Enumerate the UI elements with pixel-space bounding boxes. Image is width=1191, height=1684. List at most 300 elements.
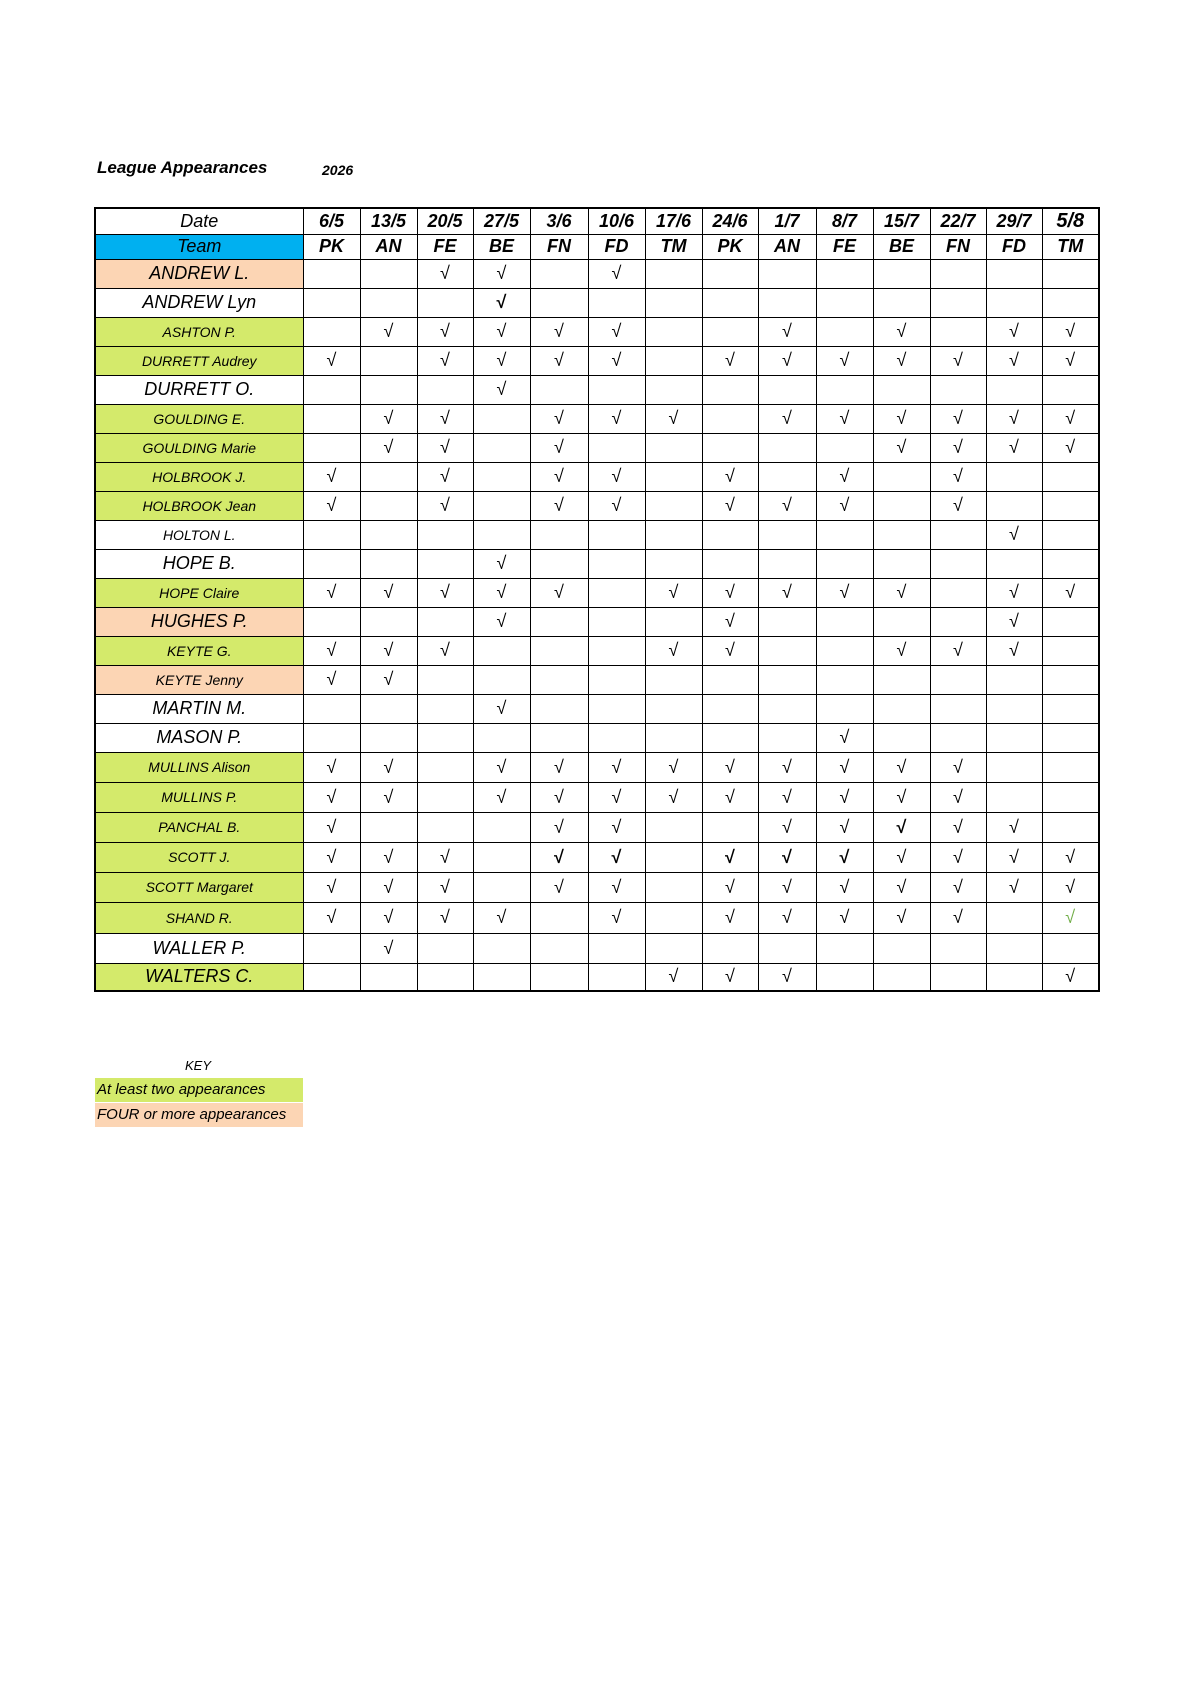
appearance-cell: √ (702, 462, 758, 491)
appearance-cell: √ (588, 462, 645, 491)
appearance-cell: √ (360, 752, 417, 782)
appearance-cell (930, 694, 986, 723)
appearance-cell (645, 317, 702, 346)
appearance-cell: √ (303, 752, 360, 782)
date-cell: 8/7 (816, 208, 873, 234)
appearance-cell (417, 520, 473, 549)
appearance-cell (417, 723, 473, 752)
appearance-cell (986, 694, 1042, 723)
appearance-cell (930, 317, 986, 346)
appearance-cell: √ (417, 636, 473, 665)
appearance-cell: √ (873, 812, 930, 842)
appearance-cell: √ (873, 842, 930, 872)
appearance-cell (645, 520, 702, 549)
appearance-cell (816, 288, 873, 317)
appearance-cell (360, 259, 417, 288)
appearance-cell (530, 902, 588, 933)
date-cell: 20/5 (417, 208, 473, 234)
appearance-cell: √ (758, 902, 816, 933)
appearance-cell: √ (816, 902, 873, 933)
appearance-cell (530, 375, 588, 404)
appearance-cell: √ (530, 346, 588, 375)
appearance-cell (360, 375, 417, 404)
appearance-cell (758, 520, 816, 549)
appearance-cell: √ (873, 346, 930, 375)
team-cell: BE (873, 234, 930, 259)
appearance-cell: √ (816, 842, 873, 872)
player-row (95, 723, 1099, 752)
appearance-cell (303, 288, 360, 317)
appearance-cell (645, 812, 702, 842)
appearance-cell: √ (588, 842, 645, 872)
appearance-cell (986, 782, 1042, 812)
appearance-cell (1042, 520, 1099, 549)
appearance-cell (530, 694, 588, 723)
appearance-cell: √ (417, 346, 473, 375)
appearance-cell (360, 607, 417, 636)
appearance-cell: √ (816, 812, 873, 842)
player-row (95, 520, 1099, 549)
appearance-cell (702, 404, 758, 433)
appearance-cell: √ (530, 462, 588, 491)
appearance-cell (986, 549, 1042, 578)
appearance-cell: √ (930, 752, 986, 782)
appearance-cell: √ (816, 782, 873, 812)
team-cell: AN (360, 234, 417, 259)
appearance-cell: √ (360, 842, 417, 872)
player-name: GOULDING Marie (95, 433, 303, 462)
player-name: HOLBROOK J. (95, 462, 303, 491)
appearance-cell (530, 520, 588, 549)
player-name: DURRETT O. (95, 375, 303, 404)
appearance-cell: √ (303, 902, 360, 933)
appearance-cell (1042, 812, 1099, 842)
appearance-cell: √ (702, 782, 758, 812)
team-cell: PK (702, 234, 758, 259)
appearance-cell: √ (473, 375, 530, 404)
appearance-cell (417, 665, 473, 694)
date-cell: 5/8 (1042, 208, 1099, 234)
player-row (95, 404, 1099, 433)
appearance-cell (417, 963, 473, 991)
appearance-cell: √ (588, 346, 645, 375)
appearance-cell (588, 433, 645, 462)
appearance-cell: √ (473, 607, 530, 636)
appearance-cell: √ (360, 872, 417, 902)
appearance-cell: √ (816, 346, 873, 375)
appearance-cell: √ (702, 872, 758, 902)
appearance-cell (303, 520, 360, 549)
appearance-cell (588, 963, 645, 991)
appearance-cell: √ (873, 782, 930, 812)
appearance-cell (360, 694, 417, 723)
appearance-cell: √ (986, 404, 1042, 433)
appearance-cell (1042, 636, 1099, 665)
player-row (95, 782, 1099, 812)
appearance-cell: √ (473, 902, 530, 933)
player-name: KEYTE G. (95, 636, 303, 665)
appearance-cell (473, 842, 530, 872)
appearance-cell (758, 694, 816, 723)
appearance-cell (1042, 259, 1099, 288)
player-name: GOULDING E. (95, 404, 303, 433)
appearance-cell: √ (473, 578, 530, 607)
appearance-cell: √ (816, 578, 873, 607)
appearance-cell (816, 963, 873, 991)
appearance-cell: √ (873, 578, 930, 607)
page-title: League Appearances (97, 158, 268, 177)
appearance-cell (588, 694, 645, 723)
appearance-cell (702, 723, 758, 752)
appearance-cell: √ (873, 433, 930, 462)
appearance-cell (645, 462, 702, 491)
appearance-cell (1042, 665, 1099, 694)
appearance-cell (816, 636, 873, 665)
appearance-cell: √ (588, 259, 645, 288)
appearance-cell: √ (873, 317, 930, 346)
appearance-cell (930, 520, 986, 549)
appearance-cell: √ (417, 842, 473, 872)
appearance-cell (473, 723, 530, 752)
appearance-cell: √ (758, 812, 816, 842)
team-cell: BE (473, 234, 530, 259)
appearance-cell: √ (1042, 578, 1099, 607)
appearance-cell (873, 462, 930, 491)
team-cell: FN (930, 234, 986, 259)
player-name: ANDREW L. (95, 259, 303, 288)
appearance-cell (758, 933, 816, 963)
appearance-cell (873, 607, 930, 636)
player-row (95, 842, 1099, 872)
appearance-cell: √ (758, 752, 816, 782)
appearance-cell (473, 520, 530, 549)
appearance-cell: √ (816, 723, 873, 752)
appearance-cell: √ (758, 491, 816, 520)
appearance-cell (303, 723, 360, 752)
appearance-cell (1042, 752, 1099, 782)
player-name: HUGHES P. (95, 607, 303, 636)
appearance-cell (930, 933, 986, 963)
date-cell: 10/6 (588, 208, 645, 234)
player-name: HOLBROOK Jean (95, 491, 303, 520)
appearance-cell (645, 933, 702, 963)
appearance-cell: √ (588, 812, 645, 842)
appearance-cell: √ (1042, 404, 1099, 433)
appearance-cell: √ (530, 578, 588, 607)
appearance-cell: √ (417, 404, 473, 433)
appearance-cell (758, 288, 816, 317)
appearance-cell: √ (417, 317, 473, 346)
appearance-cell: √ (986, 812, 1042, 842)
appearance-cell (360, 723, 417, 752)
appearance-cell: √ (360, 665, 417, 694)
appearance-cell (417, 288, 473, 317)
appearance-cell: √ (360, 902, 417, 933)
appearance-cell (1042, 462, 1099, 491)
appearance-cell: √ (702, 346, 758, 375)
appearance-cell (473, 462, 530, 491)
appearance-cell (303, 694, 360, 723)
appearance-cell (417, 694, 473, 723)
appearance-cell (986, 933, 1042, 963)
appearance-cell (303, 375, 360, 404)
appearance-cell: √ (702, 578, 758, 607)
appearance-cell (930, 259, 986, 288)
appearance-cell (360, 288, 417, 317)
appearance-cell (588, 933, 645, 963)
appearance-cell (930, 375, 986, 404)
appearance-cell: √ (1042, 317, 1099, 346)
appearance-cell: √ (758, 842, 816, 872)
appearance-cell (645, 842, 702, 872)
appearance-cell: √ (816, 752, 873, 782)
appearance-cell (1042, 782, 1099, 812)
appearance-cell: √ (758, 782, 816, 812)
appearance-cell (473, 433, 530, 462)
appearance-cell: √ (588, 782, 645, 812)
key-green-swatch: At least two appearances (95, 1078, 303, 1102)
appearance-cell (986, 963, 1042, 991)
appearance-cell (360, 462, 417, 491)
appearance-cell: √ (360, 404, 417, 433)
appearance-cell: √ (986, 636, 1042, 665)
appearance-cell (530, 723, 588, 752)
player-row (95, 259, 1099, 288)
player-name: SHAND R. (95, 902, 303, 933)
player-row (95, 346, 1099, 375)
player-name: SCOTT J. (95, 842, 303, 872)
appearance-cell (873, 549, 930, 578)
appearance-cell: √ (530, 842, 588, 872)
appearance-cell: √ (530, 317, 588, 346)
appearance-cell (702, 317, 758, 346)
appearance-cell (1042, 288, 1099, 317)
appearance-cell (303, 549, 360, 578)
date-cell: 24/6 (702, 208, 758, 234)
player-name: MARTIN M. (95, 694, 303, 723)
appearance-cell: √ (1042, 902, 1099, 933)
appearance-cell (758, 607, 816, 636)
appearance-cell (303, 259, 360, 288)
appearance-cell (816, 520, 873, 549)
date-label: Date (95, 208, 303, 234)
appearance-cell: √ (930, 902, 986, 933)
appearance-cell (702, 549, 758, 578)
appearance-cell: √ (588, 752, 645, 782)
appearance-cell: √ (530, 404, 588, 433)
appearance-cell: √ (1042, 963, 1099, 991)
appearance-cell (758, 665, 816, 694)
player-row (95, 375, 1099, 404)
appearance-cell: √ (303, 782, 360, 812)
appearance-cell: √ (1042, 872, 1099, 902)
appearance-cell: √ (758, 346, 816, 375)
appearance-cell (758, 462, 816, 491)
appearance-cell: √ (986, 842, 1042, 872)
player-name: PANCHAL B. (95, 812, 303, 842)
appearance-cell: √ (473, 782, 530, 812)
appearance-cell: √ (873, 872, 930, 902)
appearance-cell (530, 259, 588, 288)
appearance-cell (303, 933, 360, 963)
player-name: WALLER P. (95, 933, 303, 963)
appearance-cell (473, 491, 530, 520)
appearance-cell: √ (303, 636, 360, 665)
appearance-cell: √ (417, 491, 473, 520)
appearance-cell: √ (473, 694, 530, 723)
appearance-cell (986, 723, 1042, 752)
appearance-cell: √ (1042, 842, 1099, 872)
appearance-cell: √ (530, 812, 588, 842)
appearance-cell: √ (360, 636, 417, 665)
appearance-cell: √ (816, 462, 873, 491)
player-name: ANDREW Lyn (95, 288, 303, 317)
appearance-cell (1042, 694, 1099, 723)
appearance-cell (816, 694, 873, 723)
appearance-cell: √ (303, 872, 360, 902)
appearance-cell: √ (303, 665, 360, 694)
appearance-cell (930, 607, 986, 636)
date-cell: 17/6 (645, 208, 702, 234)
appearance-cell: √ (588, 491, 645, 520)
appearance-cell: √ (645, 963, 702, 991)
appearance-cell (360, 520, 417, 549)
appearance-cell: √ (930, 782, 986, 812)
appearance-cell: √ (702, 752, 758, 782)
appearance-cell: √ (473, 346, 530, 375)
appearance-cell: √ (702, 842, 758, 872)
appearance-cell: √ (588, 902, 645, 933)
appearance-cell: √ (816, 491, 873, 520)
appearance-cell (816, 607, 873, 636)
appearance-cell (930, 665, 986, 694)
date-cell: 15/7 (873, 208, 930, 234)
appearance-cell (702, 259, 758, 288)
season-year: 2026 (322, 162, 354, 178)
appearance-cell: √ (303, 578, 360, 607)
team-cell: FE (816, 234, 873, 259)
appearance-cell (645, 433, 702, 462)
appearance-cell (588, 607, 645, 636)
appearance-cell (758, 375, 816, 404)
appearance-cell: √ (303, 812, 360, 842)
player-row (95, 872, 1099, 902)
date-cell: 1/7 (758, 208, 816, 234)
appearance-cell: √ (530, 491, 588, 520)
appearance-cell (702, 375, 758, 404)
appearance-cell (873, 963, 930, 991)
team-cell: AN (758, 234, 816, 259)
player-name: DURRETT Audrey (95, 346, 303, 375)
appearance-cell: √ (986, 578, 1042, 607)
appearance-cell: √ (360, 782, 417, 812)
appearance-cell (986, 259, 1042, 288)
appearance-cell (588, 723, 645, 752)
team-cell: TM (645, 234, 702, 259)
team-header-row (95, 234, 1099, 259)
appearance-cell: √ (417, 462, 473, 491)
appearance-cell (758, 433, 816, 462)
appearances-table (94, 207, 1100, 992)
appearance-cell: √ (303, 346, 360, 375)
appearance-cell (417, 812, 473, 842)
appearance-cell: √ (303, 491, 360, 520)
appearance-cell (702, 520, 758, 549)
team-cell: FE (417, 234, 473, 259)
appearance-cell: √ (930, 872, 986, 902)
appearance-cell (930, 549, 986, 578)
team-cell: TM (1042, 234, 1099, 259)
appearance-cell (303, 433, 360, 462)
appearance-cell (473, 933, 530, 963)
appearance-cell (303, 404, 360, 433)
appearance-cell: √ (930, 491, 986, 520)
appearance-cell (873, 723, 930, 752)
appearance-cell (986, 902, 1042, 933)
player-name: HOPE B. (95, 549, 303, 578)
appearance-cell (303, 607, 360, 636)
player-row (95, 665, 1099, 694)
appearance-cell: √ (473, 549, 530, 578)
appearance-cell: √ (816, 872, 873, 902)
appearance-cell: √ (986, 317, 1042, 346)
appearance-cell (816, 259, 873, 288)
appearance-cell (473, 812, 530, 842)
appearance-cell: √ (645, 636, 702, 665)
team-label: Team (95, 234, 303, 259)
appearance-cell (986, 462, 1042, 491)
appearance-cell: √ (530, 782, 588, 812)
date-cell: 27/5 (473, 208, 530, 234)
appearance-cell: √ (758, 578, 816, 607)
appearance-cell (816, 433, 873, 462)
appearance-cell (417, 375, 473, 404)
player-row (95, 752, 1099, 782)
appearance-cell (645, 288, 702, 317)
player-name: HOPE Claire (95, 578, 303, 607)
appearance-cell (873, 694, 930, 723)
appearance-cell (816, 317, 873, 346)
appearance-cell (473, 872, 530, 902)
appearance-cell (702, 694, 758, 723)
appearance-cell (1042, 933, 1099, 963)
appearance-cell: √ (702, 963, 758, 991)
player-name: KEYTE Jenny (95, 665, 303, 694)
appearance-cell (702, 933, 758, 963)
appearance-cell: √ (758, 317, 816, 346)
player-row (95, 317, 1099, 346)
appearance-cell (473, 963, 530, 991)
appearance-cell: √ (530, 872, 588, 902)
appearance-cell (986, 752, 1042, 782)
player-name: WALTERS C. (95, 963, 303, 991)
appearance-cell (417, 752, 473, 782)
date-cell: 3/6 (530, 208, 588, 234)
appearance-cell (360, 491, 417, 520)
appearance-cell: √ (930, 462, 986, 491)
appearance-cell: √ (930, 842, 986, 872)
appearance-cell: √ (986, 433, 1042, 462)
appearance-cell (758, 723, 816, 752)
appearance-cell (1042, 607, 1099, 636)
player-row (95, 288, 1099, 317)
appearance-cell (417, 933, 473, 963)
appearance-cell: √ (873, 636, 930, 665)
appearance-cell: √ (986, 520, 1042, 549)
appearance-cell (417, 607, 473, 636)
appearance-cell: √ (360, 433, 417, 462)
appearance-cell (588, 636, 645, 665)
